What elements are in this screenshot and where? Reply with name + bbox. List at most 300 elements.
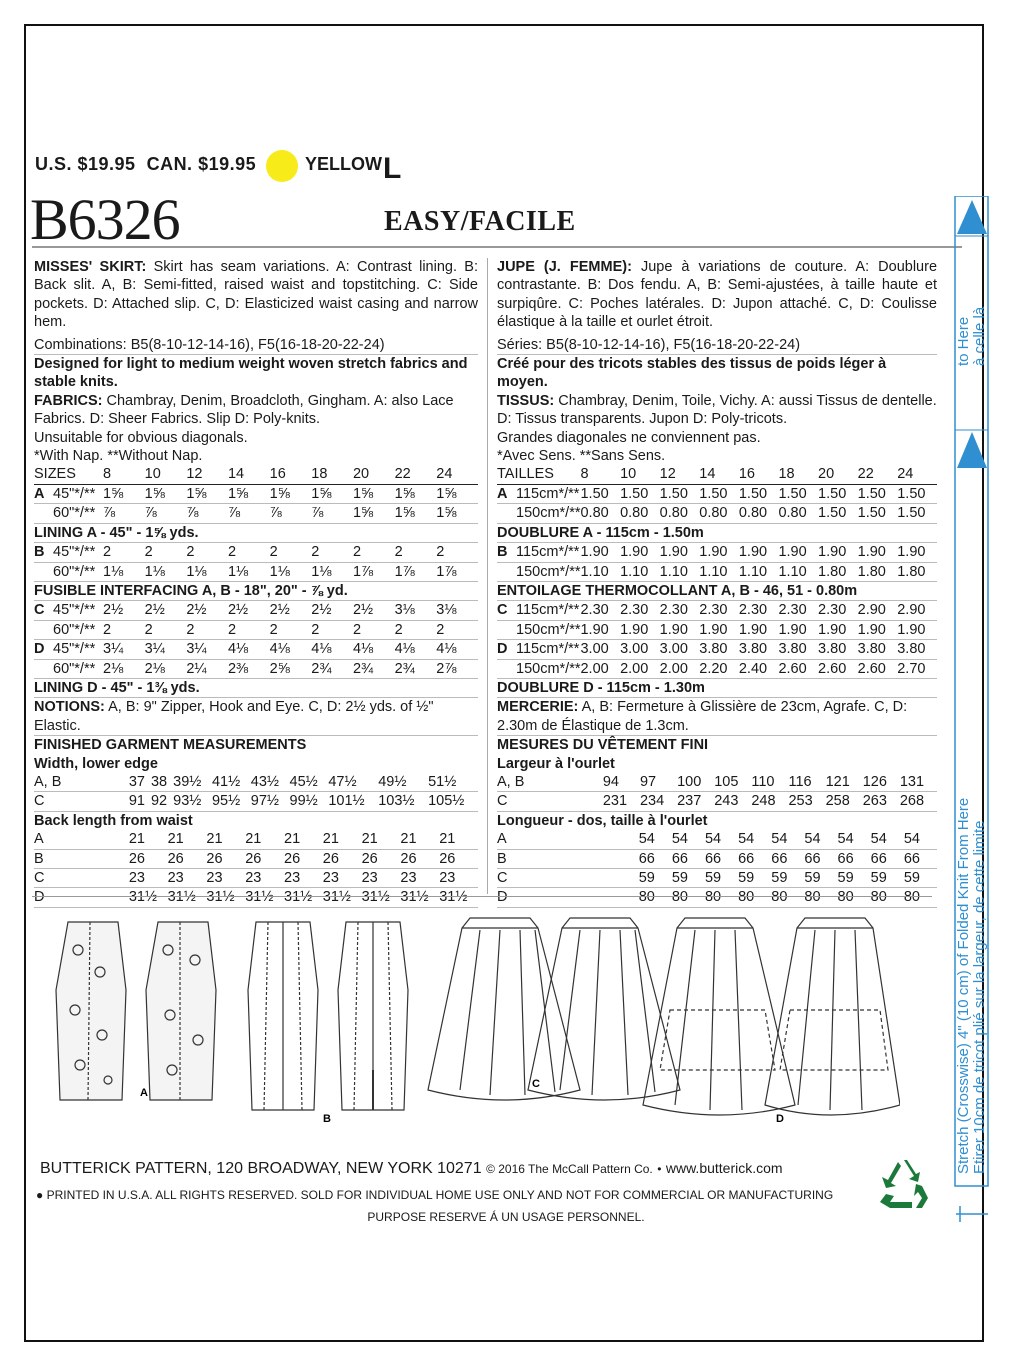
- copyright: © 2016 The McCall Pattern Co.: [486, 1162, 653, 1176]
- unsuitable: Grandes diagonales ne conviennent pas.: [497, 429, 761, 446]
- measurement-value: 49½: [378, 773, 428, 792]
- table-row: [497, 640, 937, 659]
- view-letter: B: [497, 849, 639, 868]
- stretch-gauge: [954, 196, 990, 1196]
- measurement-value: 31½: [206, 888, 245, 907]
- yardage-value: 1.90: [818, 543, 858, 562]
- size-header: 12: [660, 465, 700, 484]
- yardage-value: 1.90: [660, 620, 700, 639]
- measurement-value: 243: [714, 792, 751, 811]
- fabric-width: 115cm*/**: [516, 602, 580, 619]
- yardage-value: 2: [145, 543, 187, 562]
- measurement-value: 66: [904, 849, 937, 868]
- view-letter: C: [497, 792, 603, 811]
- measurement-value: 59: [838, 869, 871, 888]
- yardage-value: 4⅛: [353, 640, 395, 659]
- pattern-number: B6326: [30, 187, 180, 252]
- fabric-width: 45"*/**: [53, 543, 103, 562]
- skirt-d-back: [765, 918, 900, 1115]
- measurement-value: 237: [677, 792, 714, 811]
- measurement-value: 26: [129, 849, 168, 868]
- measurement-value: 234: [640, 792, 677, 811]
- view-letter: [497, 659, 516, 678]
- yardage-value: 1⅞: [353, 562, 395, 581]
- yardage-value: 0.80: [620, 504, 660, 523]
- yardage-value: 4⅛: [395, 640, 437, 659]
- length-title: Longueur - dos, taille à l'ourlet: [497, 812, 708, 829]
- stretch-fr: Etirer 10cm de tricot plié sur la largeur, de cette limite: [971, 820, 988, 1174]
- measurement-value: 99½: [290, 792, 329, 811]
- measurement-value: 66: [672, 849, 705, 868]
- skirt-a-front: [56, 922, 126, 1100]
- table-section-label: FUSIBLE INTERFACING A, B - 18", 20" - ⅞ yd.: [34, 581, 478, 600]
- fabric-width: 45"*/**: [53, 640, 103, 659]
- table-row: [34, 581, 478, 600]
- measurement-value: 23: [400, 869, 439, 888]
- measurement-value: 54: [672, 830, 705, 849]
- section-divider: [32, 896, 932, 897]
- yardage-value: 1.50: [620, 484, 660, 503]
- measurement-value: 59: [639, 869, 672, 888]
- yardage-value: 3¼: [186, 640, 228, 659]
- skirt-a-back: [146, 922, 216, 1100]
- yardage-value: 1⅛: [311, 562, 353, 581]
- yardage-value: 4⅛: [436, 640, 478, 659]
- measurement-row: [497, 830, 937, 849]
- measurement-row: [34, 773, 478, 792]
- table-row: [497, 523, 937, 542]
- yardage-value: 2: [186, 543, 228, 562]
- measurement-value: 51½: [428, 773, 478, 792]
- size-header: 24: [897, 465, 937, 484]
- measurement-value: 23: [323, 869, 362, 888]
- printed-line-1: PRINTED IN U.S.A. ALL RIGHTS RESERVED. SOLD FOR INDIVIDUAL HOME USE ONLY AND NOT FOR COMMERCIAL OR MANUFACTURING: [46, 1188, 834, 1202]
- yardage-value: 1⅛: [103, 562, 145, 581]
- view-letter: [34, 504, 53, 523]
- table-row: [34, 484, 478, 503]
- table-row: [497, 504, 937, 523]
- fabrics-label: TISSUS:: [497, 392, 555, 409]
- view-letter: A, B: [497, 773, 603, 792]
- measurement-value: 126: [863, 773, 900, 792]
- yardage-value: 4⅛: [270, 640, 312, 659]
- measurement-value: 93½: [173, 792, 212, 811]
- measurement-value: 54: [705, 830, 738, 849]
- color-label: YELLOW: [305, 154, 382, 174]
- fabric-width: 150cm*/**: [516, 563, 581, 580]
- printed-line-2: PURPOSE RESERVE Á UN USAGE PERSONNEL.: [367, 1210, 645, 1224]
- measurement-value: 45½: [290, 773, 329, 792]
- column-divider: [487, 258, 488, 894]
- measurement-value: 80: [705, 888, 738, 907]
- measurement-value: 95½: [212, 792, 251, 811]
- measurement-value: 66: [804, 849, 837, 868]
- yardage-value: 3.00: [660, 640, 700, 659]
- illustration-label-b: B: [323, 1113, 331, 1125]
- yardage-value: 1⅞: [395, 562, 437, 581]
- measurement-value: 31½: [439, 888, 478, 907]
- yardage-value: 4⅛: [228, 640, 270, 659]
- measurement-value: 23: [129, 869, 168, 888]
- fabric-width: 150cm*/**: [516, 621, 581, 638]
- fabric-width: 115cm*/**: [516, 485, 580, 502]
- description-title: MISSES' SKIRT:: [34, 259, 147, 275]
- to-here-fr: à celle là: [971, 306, 988, 366]
- yardage-value: 1.50: [660, 484, 700, 503]
- size-header: 22: [858, 465, 898, 484]
- width-table: [497, 773, 937, 812]
- yardage-value: 1.90: [897, 543, 937, 562]
- fabric-width: 60"*/**: [53, 620, 103, 639]
- measurement-value: 54: [804, 830, 837, 849]
- measurement-value: 103½: [378, 792, 428, 811]
- arrow-up-icon: [957, 432, 987, 468]
- yardage-value: 2⅝: [270, 659, 312, 678]
- measurement-value: 59: [871, 869, 904, 888]
- yardage-value: 2½: [103, 601, 145, 620]
- yardage-value: ⅞: [311, 504, 353, 523]
- yardage-value: 1.50: [739, 484, 779, 503]
- view-letter: D: [497, 888, 639, 907]
- measurement-value: 26: [400, 849, 439, 868]
- yardage-value: 1⅛: [228, 562, 270, 581]
- measurement-value: 116: [788, 773, 825, 792]
- measurement-value: 80: [838, 888, 871, 907]
- yardage-value: 1.90: [818, 620, 858, 639]
- fabric-width: 60"*/**: [53, 562, 103, 581]
- measurement-value: 66: [705, 849, 738, 868]
- view-letter: [34, 620, 53, 639]
- yardage-value: 2.60: [858, 659, 898, 678]
- description-title: JUPE (J. FEMME):: [497, 259, 632, 275]
- table-row: [497, 484, 937, 503]
- measurement-value: 80: [804, 888, 837, 907]
- size-header: 18: [311, 465, 353, 484]
- measurement-value: 23: [245, 869, 284, 888]
- table-row: [34, 620, 478, 639]
- measurement-value: 80: [871, 888, 904, 907]
- yardage-table: [34, 465, 478, 698]
- size-header: 8: [580, 465, 620, 484]
- yardage-value: 1.50: [897, 484, 937, 503]
- fabrics: [34, 392, 478, 429]
- yardage-value: 1.10: [660, 562, 700, 581]
- size-header: 8: [103, 465, 145, 484]
- measurement-row: [34, 792, 478, 811]
- website-link[interactable]: www.butterick.com: [665, 1160, 783, 1176]
- measurement-value: 59: [705, 869, 738, 888]
- yardage-value: 2: [270, 543, 312, 562]
- fabrics-text: Chambray, Denim, Toile, Vichy. A: aussi Tissus de dentelle. D: Tissus transparents. Jupon D: Poly-tricots.: [497, 392, 937, 428]
- yardage-value: 1⅝: [145, 484, 187, 503]
- yardage-value: 2.00: [580, 659, 620, 678]
- yardage-value: 1.90: [858, 543, 898, 562]
- stretch-en: Stretch (Crosswise) 4" (10 cm) of Folded Knit From Here: [955, 797, 972, 1174]
- yardage-value: 3.80: [699, 640, 739, 659]
- yardage-value: 2⅛: [145, 659, 187, 678]
- notions: [497, 698, 937, 736]
- skirt-b-back: [338, 922, 408, 1110]
- measurement-value: 26: [168, 849, 207, 868]
- table-row: [497, 562, 937, 581]
- yardage-value: 2⅞: [436, 659, 478, 678]
- to-here-en: to Here: [955, 316, 972, 366]
- view-letter: [497, 562, 516, 581]
- yardage-value: ⅞: [186, 504, 228, 523]
- view-letter: A: [34, 484, 53, 503]
- yardage-value: 2.30: [739, 601, 779, 620]
- publisher-line: BUTTERICK PATTERN, 120 BROADWAY, NEW YORK 10271 © 2016 The McCall Pattern Co. • www.butterick.com: [40, 1160, 783, 1177]
- yardage-value: 2: [145, 620, 187, 639]
- view-letter: A: [497, 484, 516, 503]
- notions-text: A, B: 9" Zipper, Hook and Eye. C, D: 2½ yds. of ½" Elastic.: [34, 699, 434, 734]
- measurement-value: 21: [400, 830, 439, 849]
- measurement-value: 105: [714, 773, 751, 792]
- yardage-value: 3.00: [580, 640, 620, 659]
- measurement-value: 59: [738, 869, 771, 888]
- yardage-value: 0.80: [699, 504, 739, 523]
- view-letter: [34, 562, 53, 581]
- measurement-value: 59: [672, 869, 705, 888]
- yardage-value: 2: [436, 620, 478, 639]
- measurement-value: 26: [439, 849, 478, 868]
- yardage-value: 2½: [353, 601, 395, 620]
- width-title: Largeur à l'ourlet: [497, 755, 615, 772]
- yardage-value: 1.90: [778, 543, 818, 562]
- designed-for: Créé pour des tricots stables des tissus de poids léger à moyen.: [497, 356, 887, 391]
- size-letter: L: [383, 152, 402, 185]
- fabric-width: 60"*/**: [53, 659, 103, 678]
- yardage-value: 2.00: [620, 659, 660, 678]
- combinations: Combinations: B5(8-10-12-14-16), F5(16-18-20-22-24): [34, 336, 478, 355]
- notions-label: NOTIONS:: [34, 699, 105, 716]
- yardage-value: 2: [228, 620, 270, 639]
- measurement-value: 54: [871, 830, 904, 849]
- yardage-value: 1.50: [897, 504, 937, 523]
- yardage-value: 2: [103, 543, 145, 562]
- yardage-value: 1⅝: [436, 484, 478, 503]
- table-row: [497, 678, 937, 697]
- measurement-value: 253: [788, 792, 825, 811]
- measurement-value: 66: [639, 849, 672, 868]
- view-letter: D: [34, 640, 53, 659]
- finished-title: FINISHED GARMENT MEASUREMENTS: [34, 737, 307, 754]
- fabric-width: 150cm*/**: [516, 660, 581, 677]
- measurement-row: [497, 792, 937, 811]
- measurement-value: 21: [168, 830, 207, 849]
- yardage-value: 2.30: [580, 601, 620, 620]
- measurement-value: 41½: [212, 773, 251, 792]
- view-letter: A: [34, 830, 129, 849]
- yardage-value: 2.00: [660, 659, 700, 678]
- yardage-value: 3.80: [897, 640, 937, 659]
- yardage-value: 1.50: [778, 484, 818, 503]
- measurement-value: 258: [826, 792, 863, 811]
- table-row: [34, 523, 478, 542]
- view-letter: [34, 659, 53, 678]
- width-title: Width, lower edge: [34, 755, 158, 772]
- yardage-value: 2: [395, 620, 437, 639]
- yardage-value: 2: [395, 543, 437, 562]
- measurement-value: 66: [771, 849, 804, 868]
- yardage-value: 2.30: [699, 601, 739, 620]
- table-section-label: DOUBLURE A - 115cm - 1.50m: [497, 523, 937, 542]
- view-letter: D: [497, 640, 516, 659]
- measurement-value: 94: [603, 773, 640, 792]
- yardage-value: 1⅝: [353, 484, 395, 503]
- fabric-width: 115cm*/**: [516, 641, 580, 658]
- yardage-value: 4⅛: [311, 640, 353, 659]
- notions-text: A, B: Fermeture à Glissière de 23cm, Agrafe. C, D: 2.30m de Élastique de 1.3cm.: [497, 699, 908, 734]
- size-header: 10: [620, 465, 660, 484]
- yardage-value: 2.30: [660, 601, 700, 620]
- yardage-value: ⅞: [228, 504, 270, 523]
- view-letter: A: [497, 830, 639, 849]
- measurement-row: [34, 869, 478, 888]
- yardage-value: 1⅝: [436, 504, 478, 523]
- measurement-value: 39½: [173, 773, 212, 792]
- measurement-value: 21: [362, 830, 401, 849]
- fabrics: [497, 392, 937, 429]
- fabrics-label: FABRICS:: [34, 392, 103, 409]
- measurement-value: 121: [826, 773, 863, 792]
- size-header: 24: [436, 465, 478, 484]
- yardage-value: 1.90: [660, 543, 700, 562]
- measurement-value: 97: [640, 773, 677, 792]
- yardage-value: 2.70: [897, 659, 937, 678]
- measurement-value: 100: [677, 773, 714, 792]
- measurement-value: 23: [439, 869, 478, 888]
- yardage-value: ⅞: [103, 504, 145, 523]
- size-header: 14: [699, 465, 739, 484]
- size-header: 16: [739, 465, 779, 484]
- finished-title: MESURES DU VÊTEMENT FINI: [497, 737, 709, 754]
- recycle-icon: [876, 1158, 932, 1210]
- table-row: [34, 659, 478, 678]
- yardage-value: 1.90: [580, 620, 620, 639]
- yardage-value: 2.30: [620, 601, 660, 620]
- measurement-value: 66: [871, 849, 904, 868]
- skirt-d-front: [643, 918, 795, 1115]
- view-letter: C: [34, 792, 129, 811]
- yardage-value: 1.90: [699, 543, 739, 562]
- measurement-value: 26: [362, 849, 401, 868]
- measurement-value: 54: [738, 830, 771, 849]
- yardage-value: 3.00: [620, 640, 660, 659]
- view-letter: B: [34, 849, 129, 868]
- view-letter: C: [497, 601, 516, 620]
- yardage-value: 1⅛: [186, 562, 228, 581]
- skirt-c-back: [528, 918, 680, 1100]
- yardage-value: 1⅛: [145, 562, 187, 581]
- yardage-value: 2: [436, 543, 478, 562]
- yardage-value: 1.90: [620, 620, 660, 639]
- skirt-illustrations: [30, 900, 900, 1140]
- price: U.S. $19.95 CAN. $19.95: [35, 154, 257, 174]
- yardage-value: 2¼: [186, 659, 228, 678]
- measurement-value: 231: [603, 792, 640, 811]
- description: [497, 258, 937, 332]
- view-letter: D: [34, 888, 129, 907]
- yardage-value: 1.50: [580, 484, 620, 503]
- measurement-value: 26: [323, 849, 362, 868]
- yardage-value: 2½: [186, 601, 228, 620]
- yardage-value: 1.90: [580, 543, 620, 562]
- measurement-value: 47½: [328, 773, 378, 792]
- measurement-value: 23: [284, 869, 323, 888]
- fabric-width: 115cm*/**: [516, 544, 580, 561]
- size-header: 20: [353, 465, 395, 484]
- measurement-value: 80: [771, 888, 804, 907]
- table-row: [34, 543, 478, 562]
- yardage-value: 2½: [270, 601, 312, 620]
- fabric-width: 45"*/**: [53, 484, 103, 503]
- size-header: 22: [395, 465, 437, 484]
- yardage-value: 2.40: [739, 659, 779, 678]
- yardage-value: 1.90: [739, 543, 779, 562]
- measurement-value: 38: [151, 773, 173, 792]
- yardage-value: 2: [103, 620, 145, 639]
- yardage-value: 3.80: [739, 640, 779, 659]
- yardage-value: 1.90: [778, 620, 818, 639]
- illustration-label-d: D: [776, 1113, 784, 1125]
- designed-for: Designed for light to medium weight woven stretch fabrics and stable knits.: [34, 356, 468, 391]
- measurement-value: 80: [738, 888, 771, 907]
- measurement-value: 31½: [284, 888, 323, 907]
- yardage-value: ⅞: [145, 504, 187, 523]
- yardage-value: 1⅝: [228, 484, 270, 503]
- measurement-value: 26: [245, 849, 284, 868]
- yardage-value: 2¾: [353, 659, 395, 678]
- yardage-value: 1⅝: [103, 484, 145, 503]
- yardage-value: 3.80: [858, 640, 898, 659]
- yardage-value: 2.60: [778, 659, 818, 678]
- yardage-value: 1.50: [818, 504, 858, 523]
- yardage-value: 1.90: [620, 543, 660, 562]
- fabric-width: 60"*/**: [53, 504, 103, 523]
- yardage-value: 2.30: [778, 601, 818, 620]
- yardage-value: 1⅝: [186, 484, 228, 503]
- measurement-value: 54: [639, 830, 672, 849]
- fabric-width: 45"*/**: [53, 601, 103, 620]
- color-dot: [266, 150, 298, 182]
- yardage-value: 3¼: [103, 640, 145, 659]
- view-letter: B: [497, 543, 516, 562]
- measurement-value: 92: [151, 792, 173, 811]
- yardage-value: 2: [311, 543, 353, 562]
- yardage-value: 2: [186, 620, 228, 639]
- yardage-value: 2: [270, 620, 312, 639]
- yardage-value: 2¾: [395, 659, 437, 678]
- size-header: 12: [186, 465, 228, 484]
- yardage-value: 0.80: [739, 504, 779, 523]
- yardage-value: 1.10: [580, 562, 620, 581]
- measurement-value: 21: [323, 830, 362, 849]
- measurement-value: 31½: [323, 888, 362, 907]
- measurement-row: [34, 849, 478, 868]
- view-letter: C: [34, 869, 129, 888]
- yardage-value: 1.10: [620, 562, 660, 581]
- yardage-value: 3⅛: [395, 601, 437, 620]
- yardage-value: 3¼: [145, 640, 187, 659]
- table-section-label: DOUBLURE D - 115cm - 1.30m: [497, 678, 937, 697]
- measurement-value: 66: [738, 849, 771, 868]
- yardage-value: 2⅛: [103, 659, 145, 678]
- yardage-value: 1.50: [858, 504, 898, 523]
- yardage-value: 3.80: [818, 640, 858, 659]
- yardage-value: 1.80: [897, 562, 937, 581]
- table-row: [497, 620, 937, 639]
